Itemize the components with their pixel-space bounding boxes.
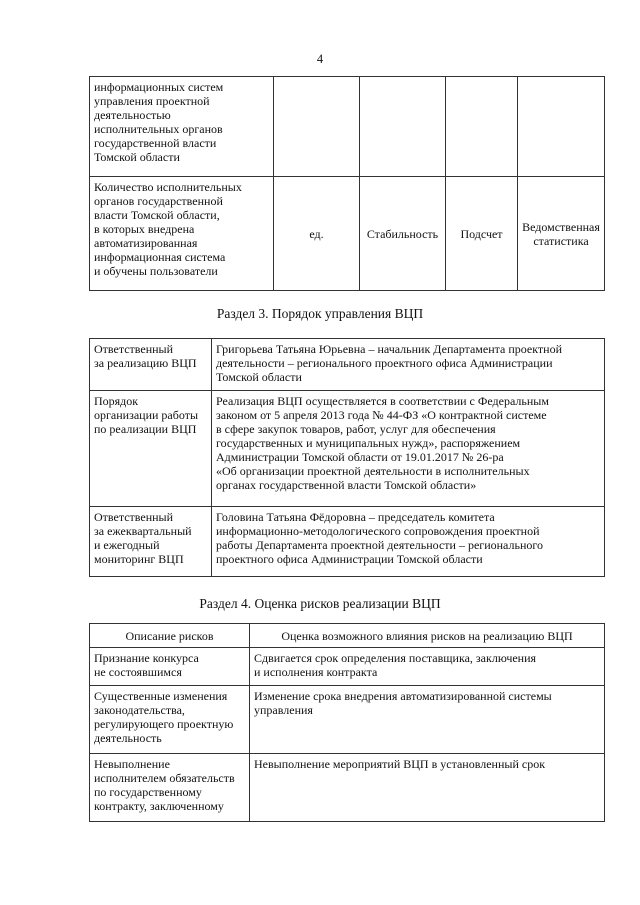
- management-value-cell: Головина Татьяна Фёдоровна – председатель комитета информационно-методологического сопровождения проектной работы Департамента проектной деятельности – регионального проектного офиса Администрации Томской области: [212, 507, 605, 577]
- unit-cell: [274, 77, 360, 177]
- table-row: [90, 648, 605, 686]
- table-row: [90, 507, 605, 577]
- risk-header: Описание рисков: [90, 624, 250, 648]
- management-value-cell: Реализация ВЦП осуществляется в соответствии с Федеральным законом от 5 апреля 2013 года № 44-ФЗ «О контрактной системе в сфере закупок товаров, работ, услуг для обеспечения государственных и муниципальных нужд», распоряжением Администрации Томской области от 19.01.2017 № 26-ра «Об организации проектной деятельности в исполнительных органах государственной власти Томской области»: [212, 391, 605, 507]
- risk-cell: Существенные изменения законодательства, регулирующего проектную деятельность: [90, 686, 250, 754]
- management-label-cell: Ответственный за ежеквартальный и ежегодный мониторинг ВЦП: [90, 507, 212, 577]
- trend-cell: [360, 77, 446, 177]
- impact-cell: Изменение срока внедрения автоматизированной системы управления: [250, 686, 605, 754]
- unit-cell: ед.: [274, 177, 360, 291]
- risk-table: [89, 623, 605, 822]
- indicator-name-cell: информационных систем управления проектной деятельностью исполнительных органов государственной власти Томской области: [90, 77, 274, 177]
- table-row: [90, 754, 605, 822]
- section3-title: Раздел 3. Порядок управления ВЦП: [216, 306, 424, 321]
- table-row: [90, 77, 605, 177]
- table-row: [90, 177, 605, 291]
- method-cell: Подсчет: [446, 177, 518, 291]
- impact-cell: Сдвигается срок определения поставщика, заключения и исполнения контракта: [250, 648, 605, 686]
- management-value-cell: Григорьева Татьяна Юрьевна – начальник Департамента проектной деятельности – регионального проектного офиса Администрации Томской области: [212, 339, 605, 391]
- table-row: [90, 686, 605, 754]
- indicator-table: [89, 76, 605, 291]
- impact-cell: Невыполнение мероприятий ВЦП в установленный срок: [250, 754, 605, 822]
- source-cell: [518, 77, 605, 177]
- table-row: [90, 339, 605, 391]
- indicator-name-cell: Количество исполнительных органов государственной власти Томской области, в которых внедрена автоматизированная информационная система и обучены пользователи: [90, 177, 274, 291]
- management-label-cell: Порядок организации работы по реализации ВЦП: [90, 391, 212, 507]
- table-header-row: [90, 624, 605, 648]
- management-label-cell: Ответственный за реализацию ВЦП: [90, 339, 212, 391]
- section4-title: Раздел 4. Оценка рисков реализации ВЦП: [199, 596, 441, 611]
- page-number: 4: [316, 52, 324, 66]
- method-cell: [446, 77, 518, 177]
- risk-cell: Признание конкурса не состоявшимся: [90, 648, 250, 686]
- table-row: [90, 391, 605, 507]
- trend-cell: Стабильность: [360, 177, 446, 291]
- management-table: [89, 338, 605, 577]
- source-cell: Ведомственная статистика: [518, 177, 605, 291]
- impact-header: Оценка возможного влияния рисков на реализацию ВЦП: [250, 624, 605, 648]
- risk-cell: Невыполнение исполнителем обязательств по государственному контракту, заключенному: [90, 754, 250, 822]
